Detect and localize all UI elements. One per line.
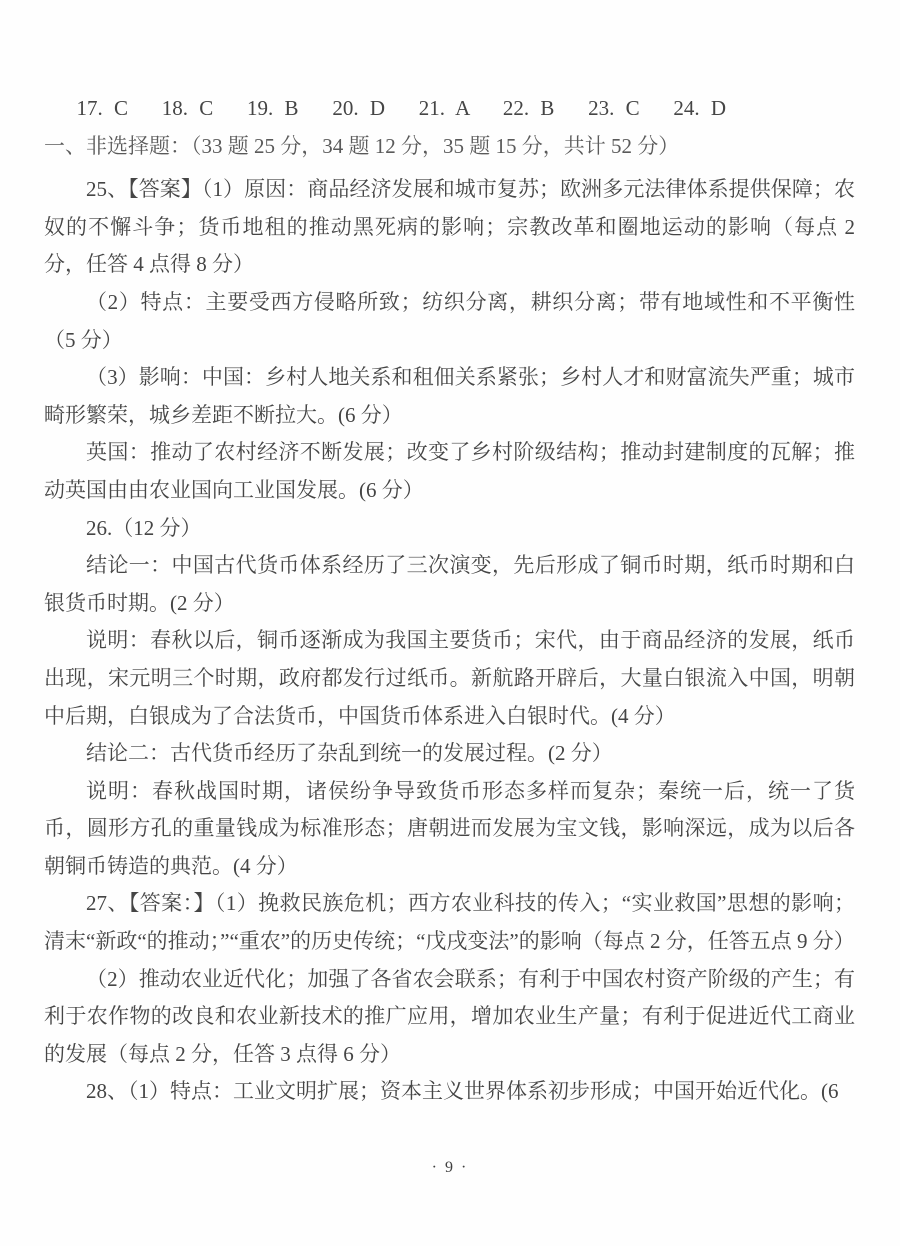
q26-explanation-1: 说明：春秋以后，铜币逐渐成为我国主要货币；宋代，由于商品经济的发展，纸币出现，宋元明三个时期，政府都发行过纸币。新航路开辟后，大量白银流入中国，明朝中后期，白银成为了合法货币，中国货币体系进入白银时代。(4 分）: [44, 628, 855, 728]
q25-answer-3-england: 英国：推动了农村经济不断发展；改变了乡村阶级结构；推动封建制度的瓦解；推动英国由由农业国向工业国发展。(6 分）: [44, 440, 855, 502]
q26-explanation-2: 说明：春秋战国时期，诸侯纷争导致货币形态多样而复杂；秦统一后，统一了货币，圆形方孔的重量钱成为标准形态；唐朝进而发展为宝文钱，影响深远，成为以后各朝铜币铸造的典范。(4 分）: [44, 778, 855, 878]
q26-header: 26.（12 分）: [86, 515, 202, 540]
page-number: · 9 ·: [431, 1159, 469, 1176]
section-heading: 一、非选择题：（33 题 25 分，34 题 12 分，35 题 15 分，共计 52 分）: [44, 133, 680, 158]
q28-answer-1: 28、（1）特点：工业文明扩展；资本主义世界体系初步形成；中国开始近代化。(6: [86, 1079, 839, 1104]
choice-answers-line: 17. C 18. C 19. B 20. D 21. A 22. B 23. C 24. D: [76, 96, 727, 120]
q25-answer-1: 25、【答案】（1）原因：商品经济发展和城市复苏；欧洲多元法律体系提供保障；农奴的不懈斗争；货币地租的推动黑死病的影响；宗教改革和圈地运动的影响（每点 2 分，任答 4 点得 8 分）: [44, 177, 855, 277]
q26-conclusion-2: 结论二：古代货币经历了杂乱到统一的发展过程。(2 分）: [86, 741, 613, 766]
q26-conclusion-1: 结论一：中国古代货币体系经历了三次演变，先后形成了铜币时期，纸币时期和白银货币时期。(2 分）: [44, 553, 855, 615]
q27-answer-2: （2）推动农业近代化；加强了各省农会联系；有利于中国农村资产阶级的产生；有利于农作物的改良和农业新技术的推广应用，增加农业生产量；有利于促进近代工商业的发展（每点 2 分，任答 3 点得 6 分）: [44, 966, 855, 1066]
q25-answer-3: （3）影响：中国：乡村人地关系和租佃关系紧张；乡村人才和财富流失严重；城市畸形繁荣，城乡差距不断拉大。(6 分）: [44, 365, 855, 427]
q27-answer-1: 27、【答案：】（1）挽救民族危机；西方农业科技的传入；“实业救国”思想的影响；清末“新政“的推动；”“重农”的历史传统；“戊戌变法”的影响（每点 2 分，任答五点 9 分）: [44, 891, 855, 954]
q25-answer-2: （2）特点：主要受西方侵略所致；纺织分离，耕织分离；带有地域性和不平衡性（5 分）: [44, 289, 855, 352]
